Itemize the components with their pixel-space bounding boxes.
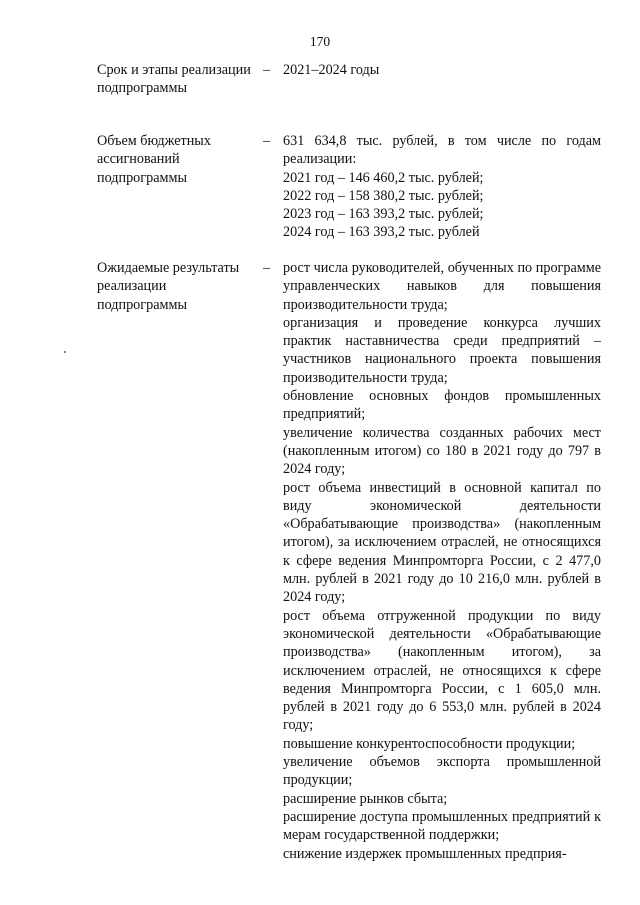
- value-item: расширение доступа промышленных предприятий к мерам государственной поддержки;: [283, 808, 601, 844]
- value-item: 2024 год – 163 393,2 тыс. рублей: [283, 224, 480, 241]
- value-item: увеличение количества созданных рабочих мест (накопленным итогом) со 180 в 2021 году до 797 в 2024 году;: [283, 424, 601, 478]
- value-item: рост числа руководителей, обученных по программе управленческих навыков для повышения производительности труда;: [283, 260, 601, 313]
- row-label-budget: Объем бюджетных ассигнований подпрограммы: [97, 133, 211, 186]
- row-value-term: [283, 61, 601, 79]
- row-dash: –: [263, 133, 271, 149]
- value-item: 2021 год – 146 460,2 тыс. рублей;: [283, 169, 484, 186]
- row-value-results: [283, 259, 601, 863]
- value-item: рост объема отгруженной продукции по виду экономической деятельности «Обрабатывающие производства» (накопленным итогом), за исключением отраслей, не относящихся к сфере ведения Минпромторга России, с 1 605,0 млн. рублей в 2021 году до 6 553,0 млн. рублей в 2024 году;: [283, 607, 601, 734]
- row-label-term: Срок и этапы реализации подпрограммы: [97, 62, 251, 97]
- page-number: 170: [309, 34, 331, 49]
- value-item: 2023 год – 163 393,2 тыс. рублей;: [283, 206, 484, 223]
- value-item: 2022 год – 158 380,2 тыс. рублей;: [283, 187, 484, 204]
- value-item: обновление основных фондов промышленных предприятий;: [283, 388, 601, 423]
- row-label-results: Ожидаемые результаты реализации подпрограммы: [97, 260, 240, 313]
- row-dash: –: [263, 260, 271, 276]
- value-item: увеличение объемов экспорта промышленной продукции;: [283, 754, 601, 789]
- value-item: расширение рынков сбыта;: [283, 790, 448, 807]
- row-dash: –: [263, 62, 271, 78]
- value-item: организация и проведение конкурса лучших практик наставничества среди предприятий – участников национального проекта повышения производительности труда;: [283, 314, 601, 386]
- value-item: рост объема инвестиций в основной капитал по виду экономической деятельности «Обрабатывающие производства» (накопленным итогом), за исключением отраслей, не относящихся к сфере ведения Минпромторга России, с 2 477,0 млн. рублей в 2021 году до 10 216,0 млн. рублей в 2024 году;: [283, 479, 601, 606]
- value-item: 631 634,8 тыс. рублей, в том числе по годам реализации:: [283, 133, 601, 168]
- value-item: снижение издержек промышленных предприя-: [283, 845, 567, 862]
- row-value-budget: [283, 132, 601, 242]
- scan-artifact-dot: [64, 351, 66, 353]
- value-item: 2021–2024 годы: [283, 62, 380, 78]
- value-item: повышение конкурентоспособности продукции;: [283, 735, 576, 752]
